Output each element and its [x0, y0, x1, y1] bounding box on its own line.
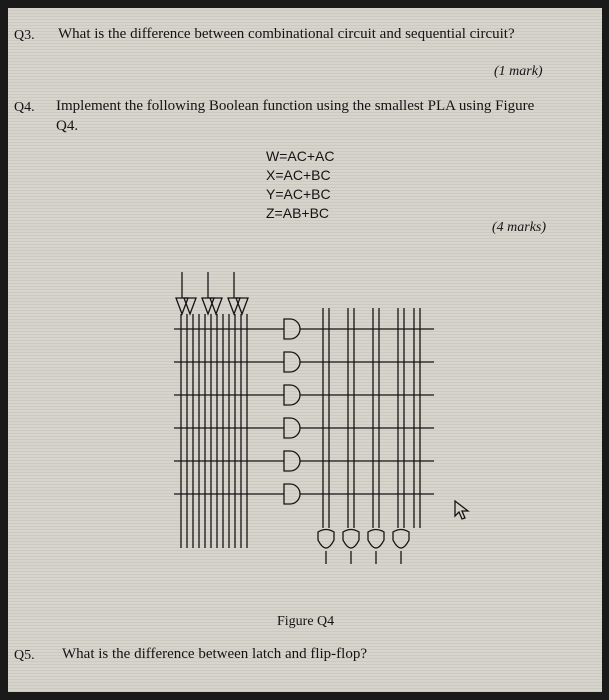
- q4-marks: (4 marks): [492, 220, 547, 235]
- q5-question: What is the difference between latch and flip-flop?: [62, 646, 368, 662]
- input-buffer-a: [176, 298, 196, 314]
- figure-caption: Figure Q4: [277, 614, 335, 629]
- or-gates: [318, 530, 409, 549]
- and-plane-columns: [181, 314, 247, 548]
- q3-number: Q3.: [14, 28, 35, 43]
- q4-number: Q4.: [14, 100, 35, 115]
- equation-x: X=AC+BC: [266, 167, 331, 183]
- q4-question-line1: Implement the following Boolean function using the smallest PLA using Figure: [56, 98, 535, 114]
- equation-y: Y=AC+BC: [266, 186, 331, 202]
- q3-question: What is the difference between combinational circuit and sequential circuit?: [58, 26, 515, 42]
- input-buffer-b: [202, 298, 222, 314]
- worksheet-page: [8, 8, 602, 692]
- input-buffer-c: [228, 298, 248, 314]
- pla-figure: [8, 8, 602, 692]
- equation-w: W=AC+AC: [266, 148, 335, 164]
- q3-marks: (1 mark): [494, 64, 543, 79]
- and-gates: [284, 319, 300, 504]
- q5-number: Q5.: [14, 648, 35, 663]
- or-plane-columns: [323, 308, 420, 528]
- q4-question-line2: Q4.: [56, 118, 79, 134]
- mouse-pointer-icon: [454, 500, 470, 520]
- equation-z: Z=AB+BC: [266, 205, 330, 221]
